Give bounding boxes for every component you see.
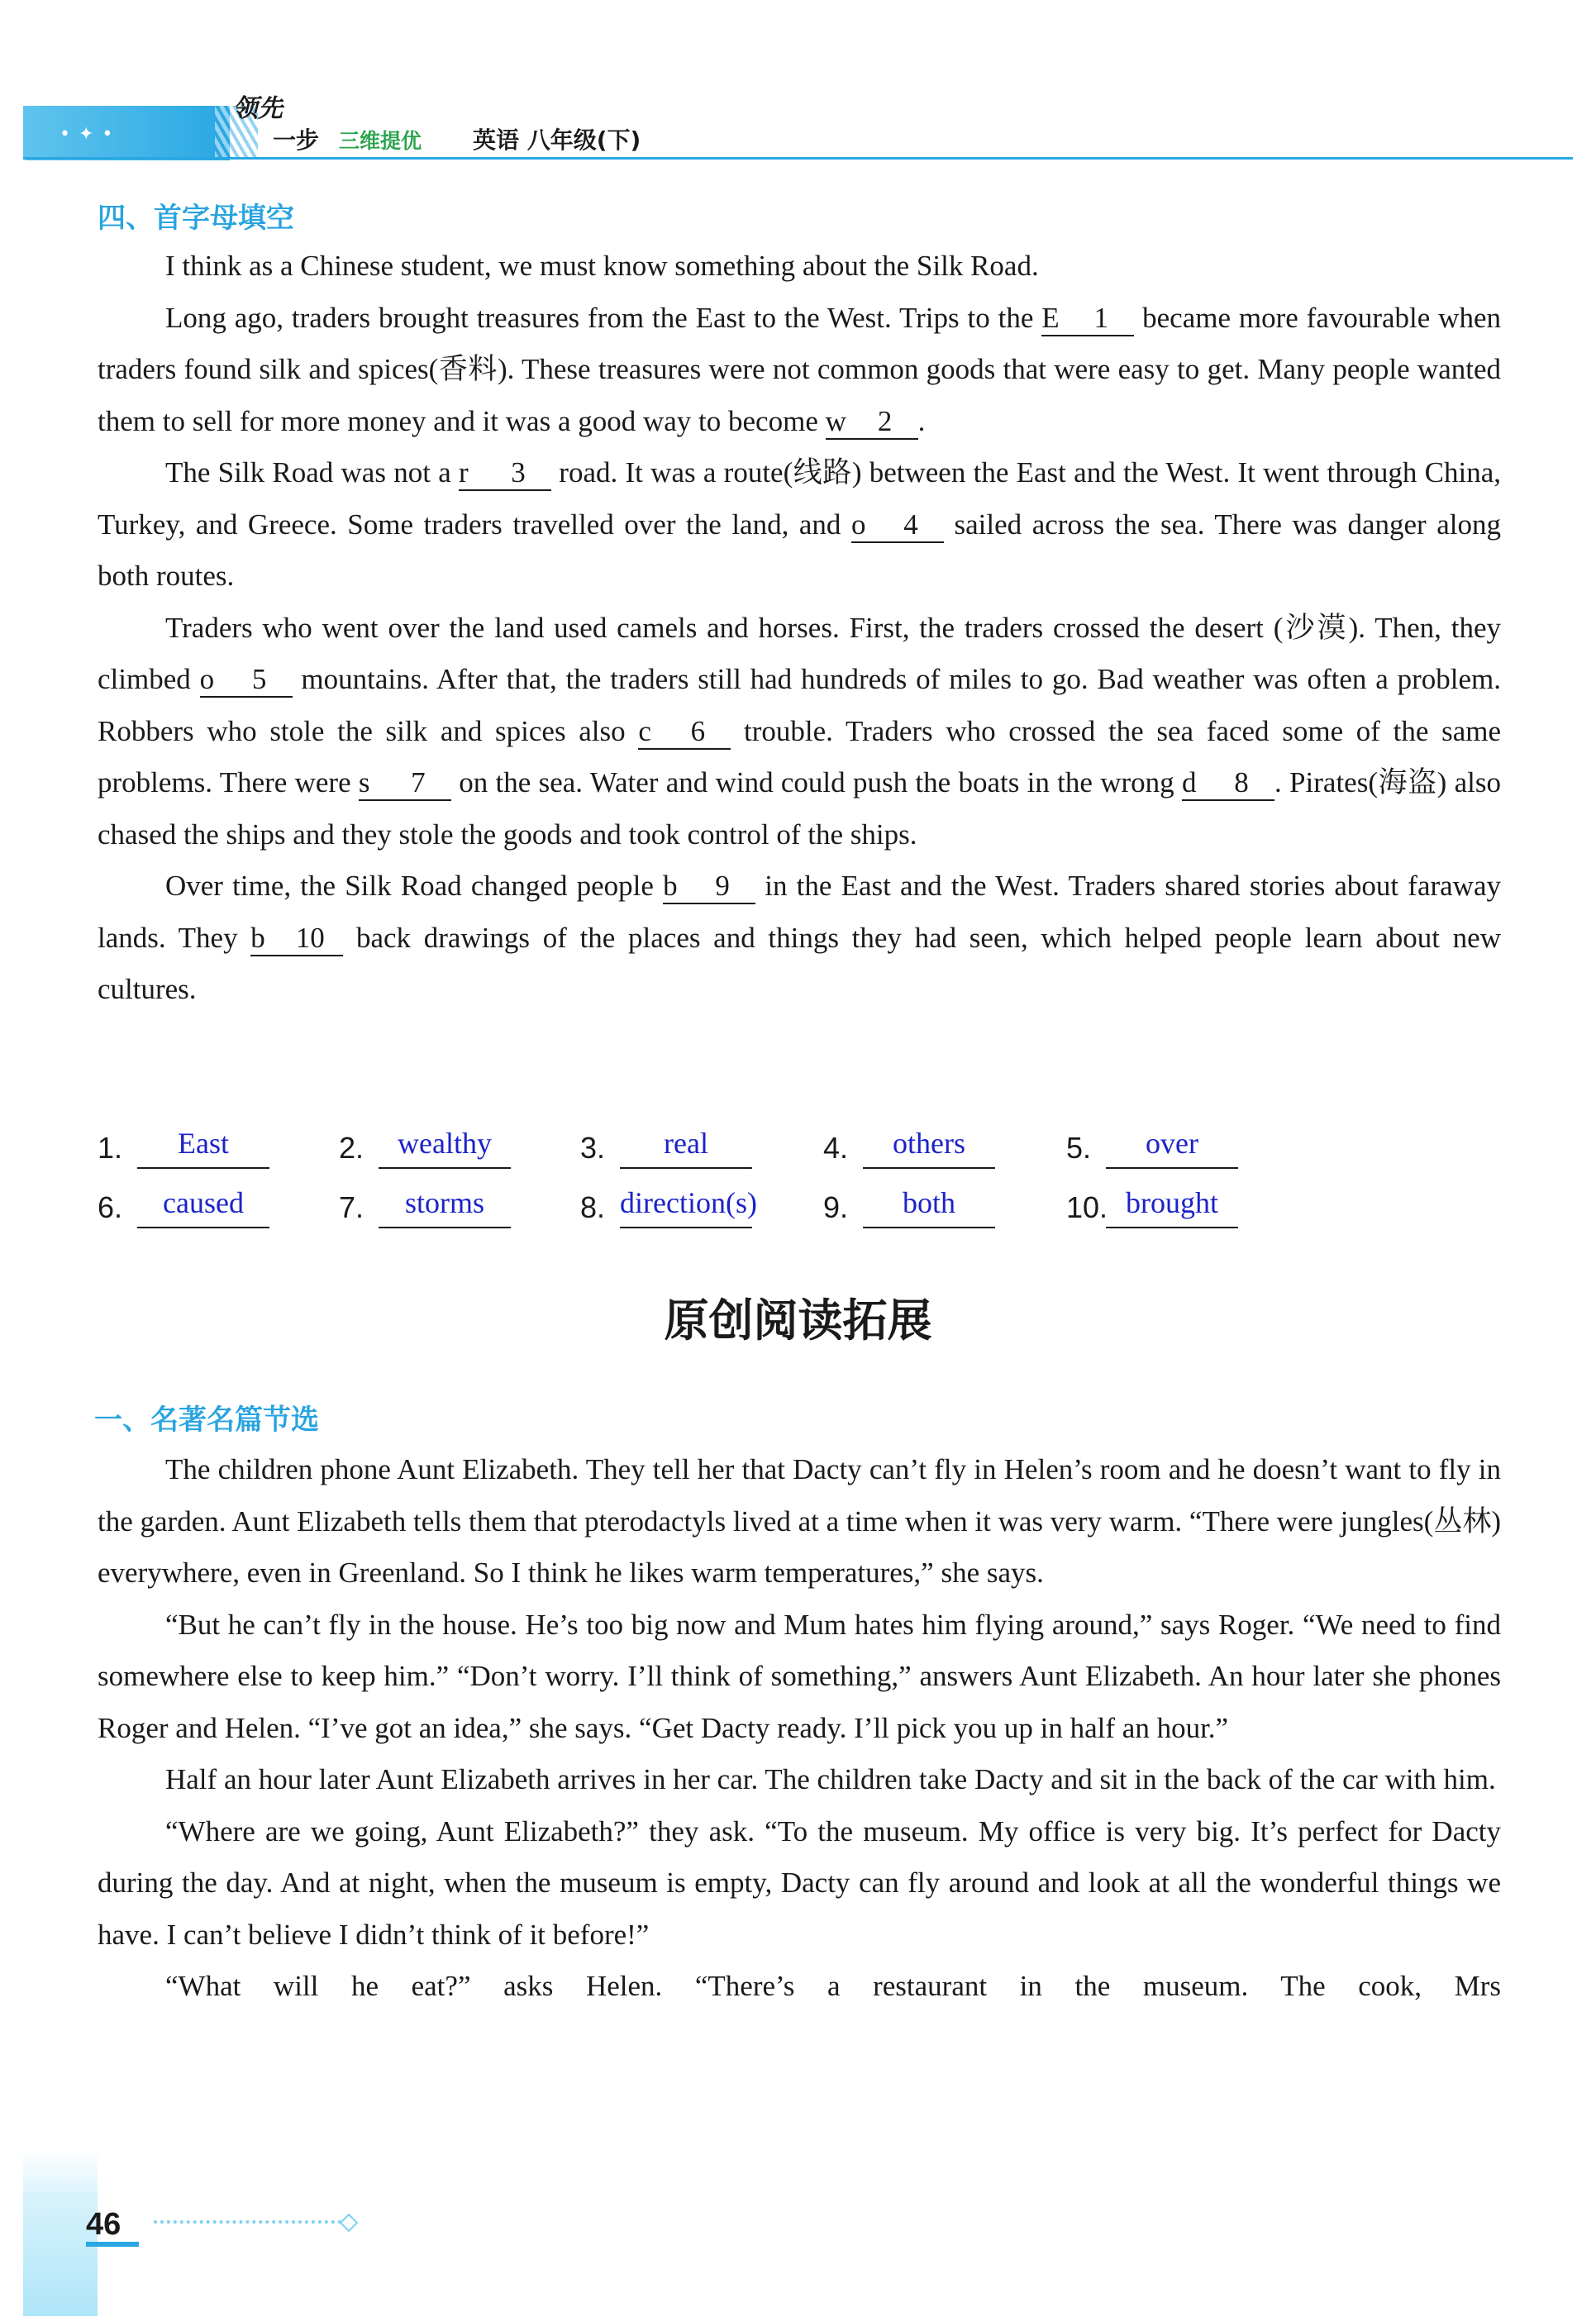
blank-number: 6 [690,714,706,747]
answer-value: direction(s) [620,1185,752,1228]
paragraph-text: . [917,404,926,437]
blank-letter: s [358,766,370,799]
blank-letter: w [825,404,846,437]
paragraph [98,241,1501,293]
blank-number: 5 [251,663,267,695]
paragraph-text: road. It was a route(线路) between the East and the West. It went through China, Turkey, and Greece. Some traders travelled over the land, and [98,456,1501,541]
answer-value: wealthy [379,1126,511,1169]
dacty-passage [98,1444,1501,2013]
series-name: 三维提优 [339,129,422,153]
header-stars-icon: •✦• [60,124,121,145]
answer-number: 7. [339,1190,364,1224]
logo-top: 领先 [233,94,283,123]
blank-2 [826,405,918,440]
answer-number: 4. [823,1131,849,1165]
blank-5 [200,663,293,698]
header-rule [23,157,1573,160]
answer-value: real [620,1126,752,1169]
paragraph: “But he can’t fly in the house. He’s too big now and Mum hates him flying around,” says Roger. “We need to find somewhere else to keep him.” “Don’t worry. I’ll think of something,” answers Aunt Elizabeth. An hour later she phones Roger and Helen. “I’ve got an idea,” she says. “Get Dacty ready. I’ll pick you up in half an hour.” [98,1608,1501,1744]
paragraph: Half an hour later Aunt Elizabeth arrives in her car. The children take Dacty and sit in the back of the car with him. [165,1763,1496,1795]
section-title: 一、名著名篇节选 [94,1404,319,1437]
answer-number: 10. [1066,1190,1108,1224]
blank-number: 7 [411,766,426,799]
paragraph-text: back drawings of the places and things they had seen, which helped people learn about new cultures. [98,921,1501,1005]
paragraph: “Where are we going, Aunt Elizabeth?” they ask. “To the museum. My office is very big. It’s perfect for Dacty during the day. And at night, when the museum is empty, Dacty can fly around and look at all the wonderful things we have. I can’t believe I didn’t think of it before!” [98,1814,1501,1951]
blank-letter: b [663,870,678,902]
paragraph: The children phone Aunt Elizabeth. They tell her that Dacty can’t fly in Helen’s room and he doesn’t want to fly in the garden. Aunt Elizabeth tells them that pterodactyls lived at a time when it was very warm. “There were jungles(丛林) everywhere, even in Greenland. So I think he likes warm temperatures,” she says. [98,1453,1501,1589]
answer-value: brought [1106,1185,1238,1228]
logo-bottom: 一步 [273,126,320,154]
paragraph-text: sailed across the sea. There was danger along both routes. [98,508,1501,592]
page-number-bar [86,2242,139,2247]
blank-8 [1182,766,1274,801]
paragraph-text: Traders who went over the land used camels and horses. First, the traders crossed the desert (沙漠). Then, they climbed [98,611,1501,695]
answer-number: 9. [823,1190,849,1224]
section-title: 四、首字母填空 [98,202,294,235]
blank-letter: b [250,921,265,954]
blank-10 [250,922,343,956]
paragraph [98,447,1501,603]
blank-1 [1041,302,1134,336]
answer-number: 8. [580,1190,606,1224]
page-corner-shade [23,2149,98,2199]
section-banner: 原创阅读拓展 [664,1294,932,1347]
blank-letter: c [638,714,651,747]
paragraph-text: trouble. Traders who crossed the sea faced some of the same problems. There were [98,714,1502,799]
paragraph-text: on the sea. Water and wind could push the boats in the wrong [450,766,1182,799]
answer-number: 3. [580,1131,606,1165]
paragraph-text: in the East and the West. Traders shared stories about faraway lands. They [98,870,1501,954]
blank-letter: r [459,456,469,489]
paragraph-text: mountains. After that, the traders still had hundreds of miles to go. Bad weather was often a problem. Robbers who stole the silk and spices also [98,663,1501,747]
blank-letter: o [199,663,215,695]
answer-number: 1. [98,1131,123,1165]
subject-grade: 英语 八年级(下) [473,126,641,154]
answer-number: 2. [339,1131,364,1165]
blank-number: 10 [295,921,325,954]
answer-value: caused [137,1185,269,1228]
blank-number: 4 [903,508,918,541]
silk-road-passage [98,241,1501,1016]
blank-number: 8 [1234,766,1249,799]
answer-value: both [863,1185,995,1228]
answer-value: East [137,1126,269,1169]
paragraph [98,293,1501,448]
paragraph-text: Long ago, traders brought treasures from the East to the West. Trips to the [165,301,1042,334]
blank-7 [359,766,451,801]
blank-letter: o [850,508,866,541]
paragraph-text: The Silk Road was not a [165,456,460,489]
blank-6 [638,715,731,750]
blank-4 [851,508,944,543]
blank-letter: E [1041,301,1060,334]
page-number: 46 [86,2207,121,2242]
paragraph-text: Over time, the Silk Road changed people [165,870,664,902]
answer-value: storms [379,1185,511,1228]
blank-letter: d [1182,766,1197,799]
answer-value: others [863,1126,995,1169]
paragraph-text: . Pirates(海盗) also chased the ships and they stole the goods and took control of the ships. [98,766,1502,851]
paragraph: “What will he eat?” asks Helen. “There’s a restaurant in the museum. The cook, Mrs [165,1970,1501,2002]
blank-number: 2 [877,404,893,437]
answer-number: 5. [1066,1131,1092,1165]
answer-value: over [1106,1126,1238,1169]
paragraph-text: became more favourable when traders found silk and spices(香料). These treasures were not common goods that were easy to get. Many people wanted them to sell for more money and it was a good way to become [98,301,1501,437]
paragraph [98,861,1501,1016]
footer-diamond-icon [340,2214,359,2233]
blank-number: 9 [715,870,730,902]
blank-9 [663,870,755,904]
answer-number: 6. [98,1190,123,1224]
blank-3 [459,456,551,491]
blank-number: 3 [511,456,526,489]
paragraph [98,603,1501,861]
footer-dotted-line [154,2220,348,2224]
paragraph-text: I think as a Chinese student, we must know something about the Silk Road. [165,250,1039,282]
header-band [23,106,230,160]
blank-number: 1 [1093,301,1108,334]
